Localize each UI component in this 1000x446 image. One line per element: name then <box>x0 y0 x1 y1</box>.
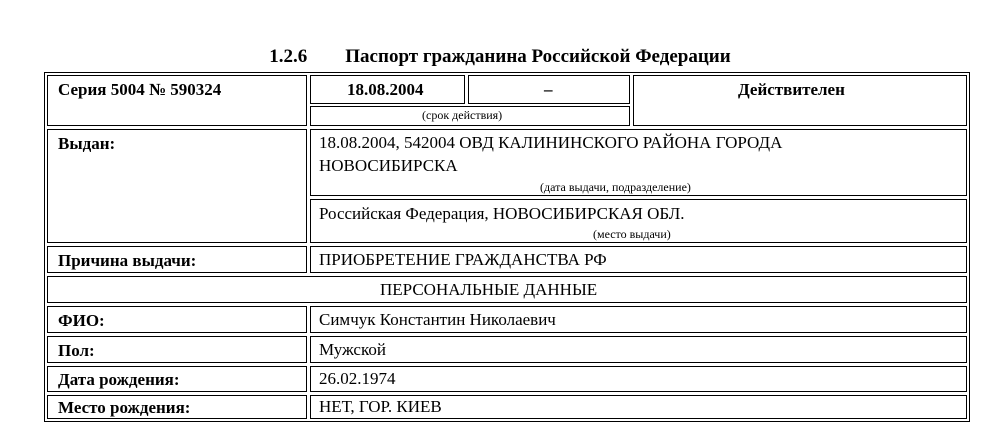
sex-value-cell <box>310 336 967 363</box>
section-heading <box>0 46 1000 68</box>
fio-label: ФИО: <box>58 311 105 330</box>
issued-label: Выдан: <box>58 134 116 153</box>
section-number: 1.2.6 <box>269 46 308 67</box>
issued-value-line2: НОВОСИБИРСКА <box>319 156 458 175</box>
issued-value-caption: (дата выдачи, подразделение) <box>540 180 691 194</box>
issued-value-line1: 18.08.2004, 542004 ОВД КАЛИНИНСКОГО РАЙОНА ГОРОДА <box>319 133 783 152</box>
next-section-heading-cropped <box>0 436 1000 446</box>
passport-status: Действителен <box>738 80 845 99</box>
birthdate-value: 26.02.1974 <box>319 369 396 388</box>
fio-value: Симчук Константин Николаевич <box>319 310 556 329</box>
birthdate-label: Дата рождения: <box>58 370 180 389</box>
section-title: Паспорт гражданина Российской Федерации <box>345 46 731 67</box>
sex-value: Мужской <box>319 340 386 359</box>
passport-series-number: Серия 5004 № 590324 <box>58 80 222 99</box>
birthdate-value-cell <box>310 366 967 392</box>
birthplace-value: НЕТ, ГОР. КИЕВ <box>319 397 442 416</box>
sex-label: Пол: <box>58 341 95 360</box>
birthplace-label: Место рождения: <box>58 398 191 417</box>
reason-label: Причина выдачи: <box>58 251 197 270</box>
issued-place: Российская Федерация, НОВОСИБИРСКАЯ ОБЛ. <box>319 204 685 223</box>
personal-data-header: ПЕРСОНАЛЬНЫЕ ДАННЫЕ <box>380 280 598 299</box>
validity-end-dash: – <box>544 80 553 99</box>
validity-date: 18.08.2004 <box>347 80 424 99</box>
issued-place-caption: (место выдачи) <box>593 227 671 241</box>
reason-value: ПРИОБРЕТЕНИЕ ГРАЖДАНСТВА РФ <box>319 250 607 269</box>
validity-caption: (срок действия) <box>422 108 503 122</box>
